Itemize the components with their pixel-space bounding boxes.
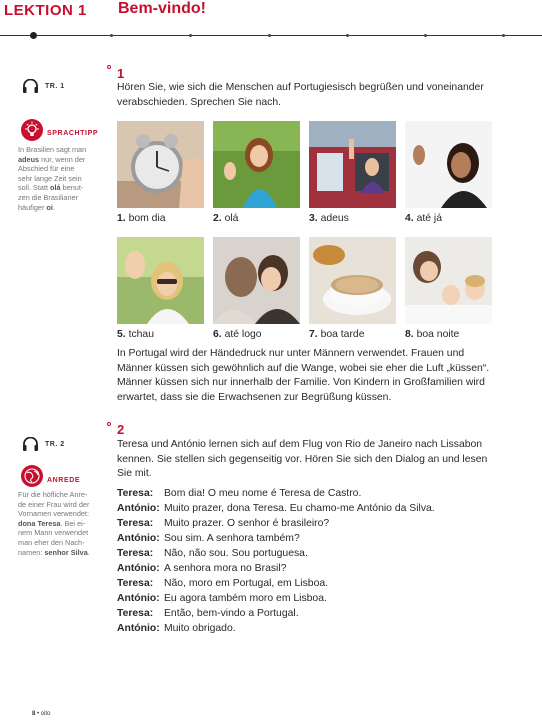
timeline-tick [189, 34, 192, 37]
utterance: Não, não sou. Sou portuguesa. [164, 548, 308, 559]
dialog-line [117, 533, 517, 548]
utterance: Bom dia! O meu nome é Teresa de Castro. [164, 488, 362, 499]
speaker: António: [117, 593, 160, 604]
timeline-tick [502, 34, 505, 37]
sprachtipp-title: SPRACHTIPP [47, 130, 99, 137]
caption-6: 6. até logo [213, 329, 262, 340]
utterance: Não, moro em Portugal, em Lisboa. [164, 578, 329, 589]
dialog-line [117, 503, 517, 518]
progress-timeline [0, 35, 542, 36]
speaker: António: [117, 533, 160, 544]
utterance: A senhora mora no Brasil? [164, 563, 287, 574]
audio-track-1[interactable] [22, 79, 65, 94]
photo-woman-train-window [309, 121, 396, 208]
speaker: Teresa: [117, 518, 154, 529]
speaker: Teresa: [117, 548, 154, 559]
dialog-line [117, 548, 517, 563]
caption-5: 5. tchau [117, 329, 154, 340]
caption-7: 7. boa tarde [309, 329, 365, 340]
page-number: 8 • oito [32, 711, 51, 717]
timeline-tick [424, 34, 427, 37]
dialog-line [117, 563, 517, 578]
photo-women-cheek-kiss [213, 237, 300, 324]
track-label: TR. 2 [45, 441, 65, 448]
audio-track-2[interactable] [22, 437, 65, 452]
exercise-1-number: 1 [117, 66, 125, 81]
utterance: Sou sim. A senhora também? [164, 533, 300, 544]
speaker: António: [117, 503, 160, 514]
speaker: Teresa: [117, 578, 154, 589]
photo-woman-sunglasses-waving [117, 237, 204, 324]
lightbulb-icon [21, 119, 43, 141]
culture-note: In Portugal wird der Händedruck nur unter Männern verwendet. Frauen und Männer küssen sich gewöhnlich auf die Wange, wobei sie eher die Luft „küssen“. Männer küssen sich nur innerhalb der Familie. Von Kindern in Großfamilien wird erwartet, dass sie die Erwachsenen zur Begrüßung küssen. [117, 348, 490, 403]
exercise-marker [107, 422, 111, 426]
dialog-line [117, 488, 517, 503]
dialog-line [117, 593, 517, 608]
lesson-label: LEKTION 1 [4, 2, 87, 19]
headphones-icon [22, 437, 39, 452]
exercise-2-number: 2 [117, 422, 125, 437]
caption-3: 3. adeus [309, 213, 349, 224]
exercise-1-instructions: Hören Sie, wie sich die Menschen auf Portugiesisch begrüßen und voneinander verabschieden. Sprechen Sie nach. [117, 82, 484, 108]
page-header [0, 0, 542, 30]
photo-woman-waving-meadow [213, 121, 300, 208]
anrede-text: Für die höfliche Anre- de einer Frau wird der Vornamen verwendet: dona Teresa. Bei ei- nem Mann verwendet man eher den Nach- namen: senhor Silva. [18, 490, 90, 557]
utterance: Muito obrigado. [164, 623, 236, 634]
photo-woman-waving-dark-hair [405, 121, 492, 208]
exercise-marker [107, 65, 111, 69]
track-label: TR. 1 [45, 83, 65, 90]
caption-4: 4. até já [405, 213, 442, 224]
globe-icon [21, 465, 43, 487]
photo-alarm-clock [117, 121, 204, 208]
speaker: Teresa: [117, 488, 154, 499]
headphones-icon [22, 79, 39, 94]
utterance: Muito prazer. O senhor é brasileiro? [164, 518, 330, 529]
photo-coffee-cup [309, 237, 396, 324]
timeline-tick [346, 34, 349, 37]
caption-8: 8. boa noite [405, 329, 460, 340]
speaker: António: [117, 563, 160, 574]
caption-1: 1. bom dia [117, 213, 166, 224]
dialog-line [117, 518, 517, 533]
anrede-title: ANREDE [47, 477, 81, 484]
dialog-line [117, 608, 517, 623]
caption-2: 2. olá [213, 213, 239, 224]
timeline-tick [268, 34, 271, 37]
sprachtipp-text: In Brasilien sagt man adeus nur, wenn der Abschied für eine sehr lange Zeit sein soll. Statt olá benut- zen die Brasilianer häufiger oi. [18, 145, 87, 212]
utterance: Muito prazer, dona Teresa. Eu chamo-me António da Silva. [164, 503, 435, 514]
utterance: Então, bem-vindo a Portugal. [164, 608, 299, 619]
exercise-2-instructions: Teresa und António lernen sich auf dem Flug von Rio de Janeiro nach Lissabon kennen. Sie stellen sich gegenseitig vor. Hören Sie sich den Dialog an und lesen Sie mit. [117, 439, 488, 480]
timeline-current-dot [30, 32, 37, 39]
timeline-tick [110, 34, 113, 37]
speaker: António: [117, 623, 160, 634]
dialog-line [117, 578, 517, 593]
speaker: Teresa: [117, 608, 154, 619]
photo-mother-children-bed [405, 237, 492, 324]
dialog-line [117, 623, 517, 638]
utterance: Eu agora também moro em Lisboa. [164, 593, 327, 604]
lesson-title: Bem-vindo! [118, 0, 206, 17]
